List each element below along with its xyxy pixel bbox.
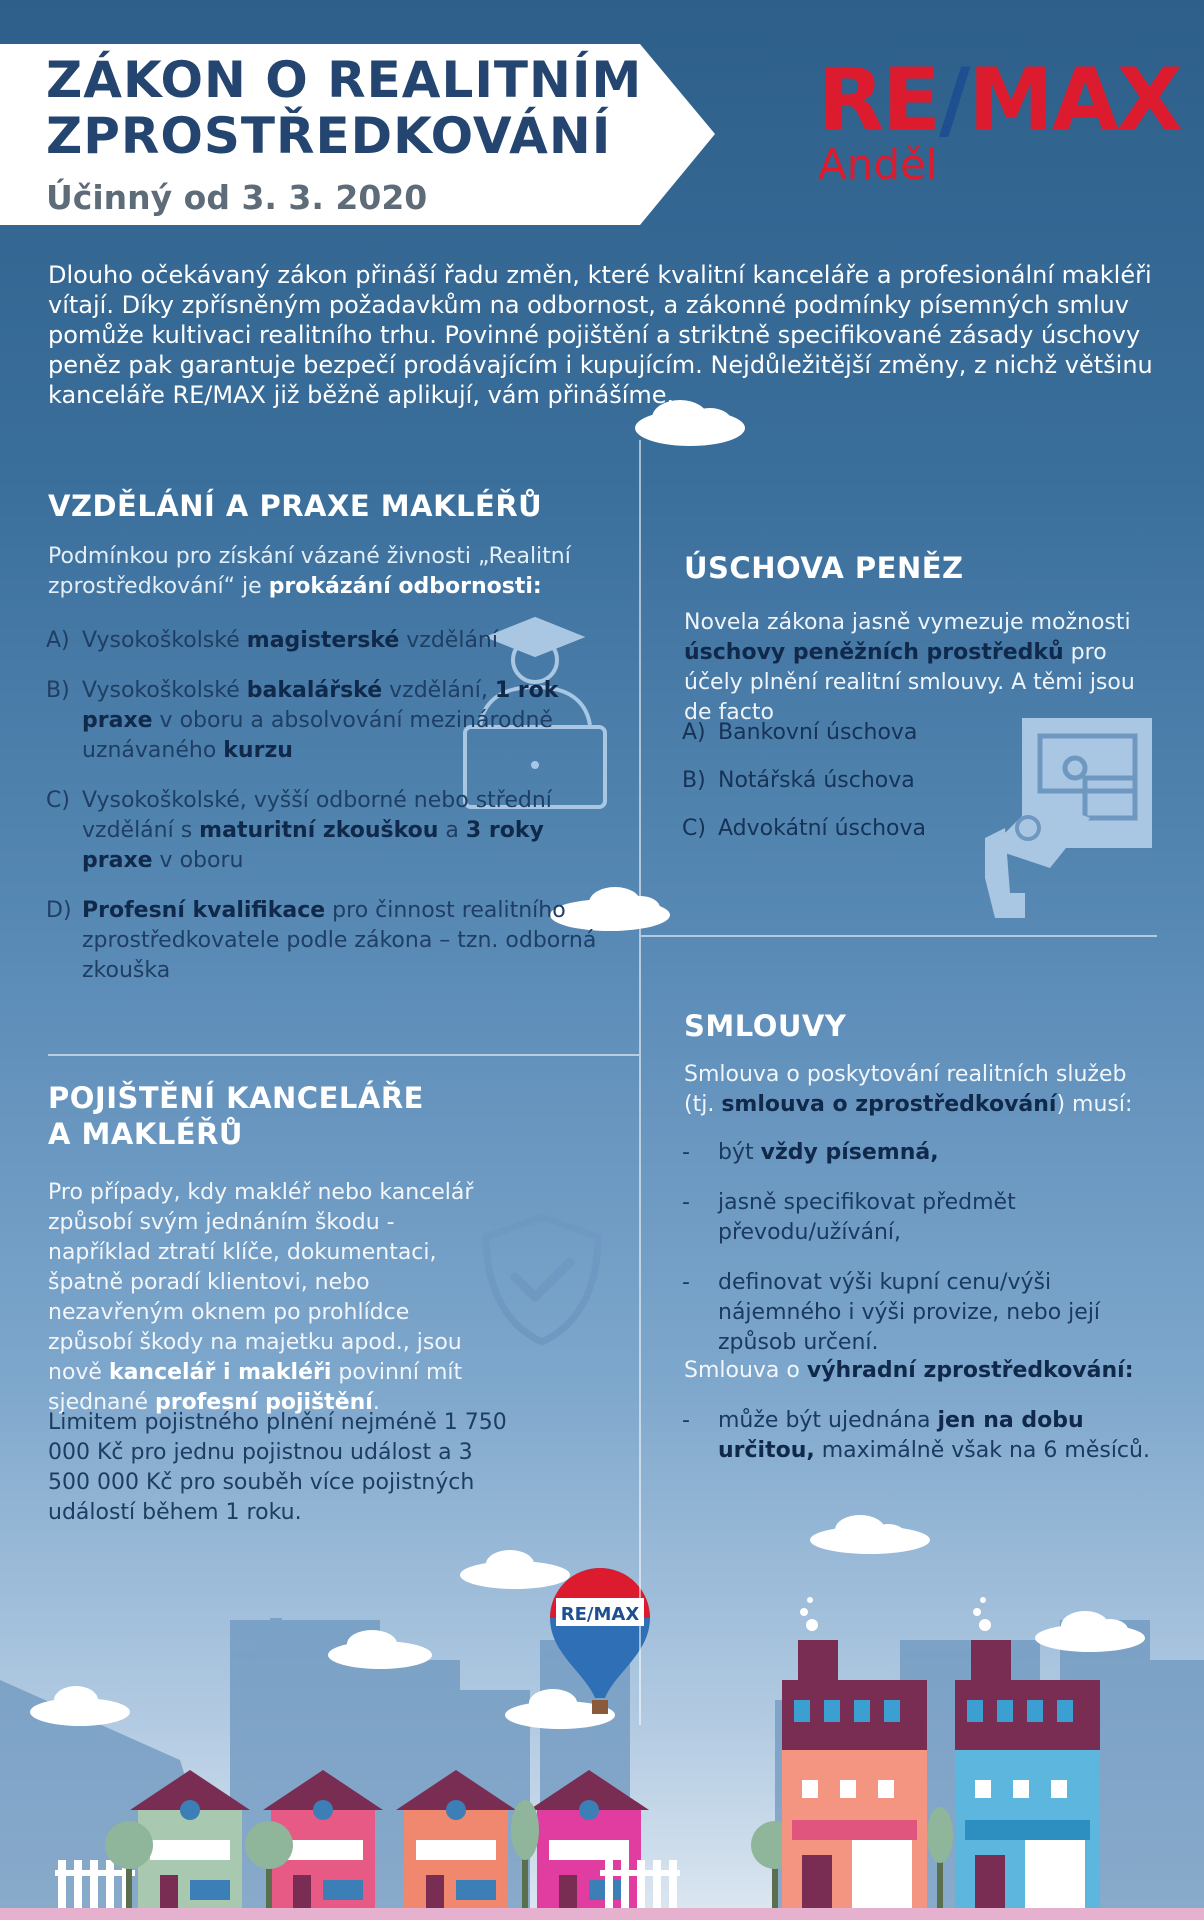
divider-left <box>48 1054 639 1056</box>
contracts-title: SMLOUVY <box>684 1009 847 1043</box>
shield-check-icon <box>480 1212 605 1347</box>
ground-strip <box>0 1908 1204 1920</box>
contracts-intro: Smlouva o poskytování realitních služeb (tj. smlouva o zprostředkování) musí: <box>684 1062 1133 1117</box>
list-item: - definovat výši kupní cenu/výši nájemného i výši provize, nebo její způsob určení. <box>682 1270 1101 1355</box>
education-intro: Podmínkou pro získání vázané živnosti „Realitní zprostředkování“ je prokázání odbornosti: <box>48 544 571 599</box>
list-item: B) Vysokoškolské bakalářské vzdělání, 1 rok praxe v oboru a absolvování mezinárodně uznávaného kurzu <box>46 678 559 763</box>
escrow-title: ÚSCHOVA PENĚZ <box>684 551 964 585</box>
divider-right <box>641 935 1157 937</box>
logo-branch: Anděl <box>818 140 938 189</box>
logo-re: RE <box>818 50 939 150</box>
remax-logo <box>818 50 1181 150</box>
balloon-label: RE/MAX <box>560 1604 640 1625</box>
list-item: B) Notářská úschova <box>682 768 915 793</box>
insurance-text: Pro případy, kdy makléř nebo kancelář způsobí svým jednáním škodu - například ztratí klíče, dokumentaci, špatně poradí klientovi, nebo nezavřeným oknem po prohlídce způsobí škody na majetku apod., jsou nově kancelář i makléři povinní mít sjednané profesní pojištění. <box>48 1180 474 1415</box>
insurance-title: POJIŠTĚNÍ KANCELÁŘE A MAKLÉŘŮ <box>48 1081 424 1151</box>
escrow-intro: Novela zákona jasně vymezuje možnosti úschovy peněžních prostředků pro účely plnění realitní smlouvy. A těmi jsou de facto <box>684 610 1135 725</box>
list-item: D) Profesní kvalifikace pro činnost realitního zprostředkovatele podle zákona – tzn. odborná zkouška <box>46 898 597 983</box>
escrow-list <box>682 718 927 862</box>
exclusive-contract-list <box>682 1406 1168 1466</box>
list-item: A) Bankovní úschova <box>682 720 918 745</box>
logo-slash: / <box>938 50 969 150</box>
list-item: - může být ujednána jen na dobu určitou, maximálně však na 6 měsíců. <box>682 1408 1150 1463</box>
list-item: C) Advokátní úschova <box>682 816 927 841</box>
logo-max: MAX <box>968 50 1181 150</box>
list-item: A) Vysokoškolské magisterské vzdělání <box>46 628 498 653</box>
page-title-line2: ZPROSTŘEDKOVÁNÍ <box>46 107 612 165</box>
list-item: C) Vysokoškolské, vyšší odborné nebo střední vzdělání s maturitní zkouškou a 3 roky praxe v oboru <box>46 788 552 873</box>
list-item: - jasně specifikovat předmět převodu/užívání, <box>682 1190 1016 1245</box>
education-title: VZDĚLÁNÍ A PRAXE MAKLÉŘŮ <box>48 489 543 523</box>
intro-paragraph: Dlouho očekávaný zákon přináší řadu změn, které kvalitní kanceláře a profesionální makléři vítají. Díky zpřísněným požadavkům na odbornost, a zákonné podmínky písemných smluv pomůže kultivaci realitního trhu. Povinné pojištění a striktně specifikované zásady úschovy peněz pak garantuje bezpečí prodávajícím i kupujícím. Nejdůležitější změny, z nichž většinu kanceláře RE/MAX již běžně aplikují, vám přinášíme. <box>48 261 1153 409</box>
contracts-list <box>682 1138 1168 1378</box>
insurance-limit: Limitem pojistného plnění nejméně 1 750 000 Kč pro jednu pojistnou událost a 3 500 000 Kč pro souběh více pojistných událostí během 1 roku. <box>48 1410 507 1525</box>
page-title-line1: ZÁKON O REALITNÍM <box>46 51 643 109</box>
list-item: - být vždy písemná, <box>682 1140 939 1165</box>
exclusive-contract-intro: Smlouva o výhradní zprostředkování: <box>684 1358 1134 1383</box>
effective-date: Účinný od 3. 3. 2020 <box>46 178 428 217</box>
money-hand-icon <box>980 718 1155 923</box>
education-list <box>46 626 602 986</box>
vertical-divider <box>639 440 641 1725</box>
